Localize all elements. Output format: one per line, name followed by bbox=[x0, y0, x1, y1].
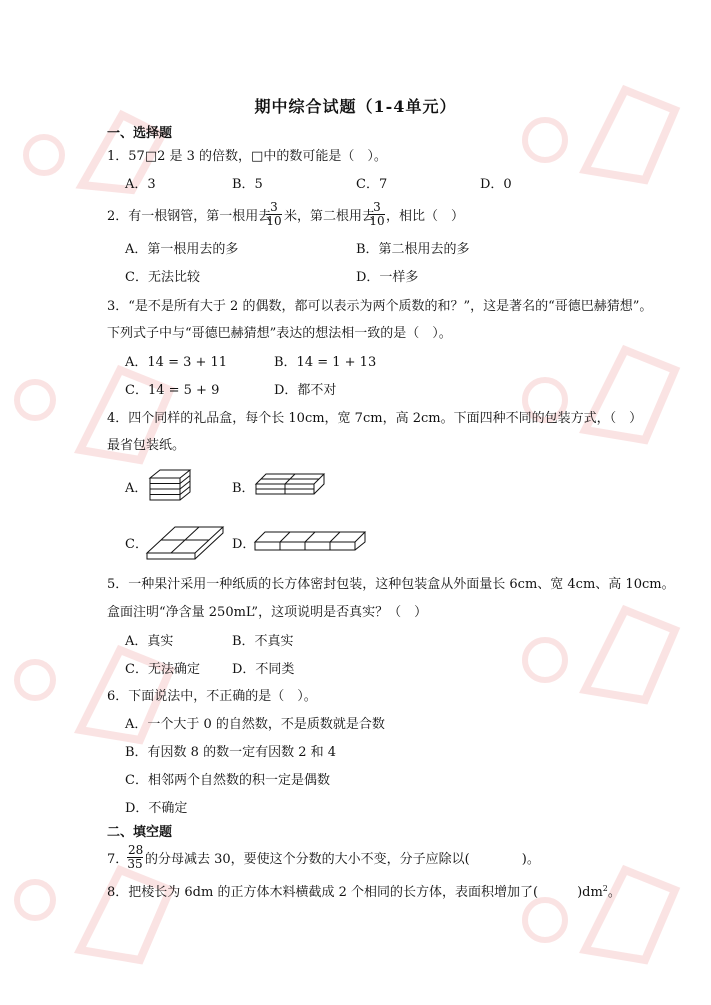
question-2-part-a: 2．有一根钢管，第一根用去 bbox=[107, 209, 272, 224]
option-d: D．一样多 bbox=[356, 270, 419, 285]
question-2-part-b: 米，第二根用去 bbox=[284, 209, 376, 224]
fraction bbox=[266, 201, 282, 228]
question-4-line-2: 最省包装纸。 bbox=[107, 438, 186, 453]
numerator: 3 bbox=[369, 201, 385, 215]
option-b: B．不真实 bbox=[232, 634, 294, 649]
denominator: 10 bbox=[266, 214, 282, 228]
option-a: A．一个大于 0 的自然数，不是质数就是合数 bbox=[125, 717, 385, 732]
option-c: C． bbox=[125, 537, 148, 552]
option-c: C．相邻两个自然数的积一定是偶数 bbox=[125, 773, 330, 788]
page-title: 期中综合试题（1-4单元） bbox=[254, 97, 457, 116]
row-of-four-boxes-figure bbox=[253, 528, 367, 554]
option-a: A．3 bbox=[125, 177, 156, 192]
question-8 bbox=[107, 885, 621, 902]
option-d: D． bbox=[232, 537, 256, 552]
option-d: D．不确定 bbox=[125, 801, 188, 816]
option-c: C．无法比较 bbox=[125, 270, 200, 285]
flat-two-by-two-boxes-figure bbox=[145, 523, 225, 561]
option-d: D．不同类 bbox=[232, 662, 295, 677]
question-1: 1．57□2 是 3 的倍数，□中的数可能是（ ）。 bbox=[107, 149, 387, 164]
question-3-line-2: 下列式子中与“哥德巴赫猜想”表达的想法相一致的是（ ）。 bbox=[107, 326, 452, 341]
option-c: C．14 = 5 + 9 bbox=[125, 383, 220, 398]
option-d: D．都不对 bbox=[274, 383, 337, 398]
option-a: A．第一根用去的多 bbox=[125, 242, 239, 257]
option-b: B． bbox=[232, 481, 255, 496]
option-b: B．5 bbox=[232, 177, 263, 192]
fraction bbox=[127, 844, 143, 871]
question-5-line-1: 5．一种果汁采用一种纸质的长方体密封包装，这种包装盒从外面量长 6cm、宽 4cm、高 10cm。 bbox=[107, 577, 675, 592]
denominator: 10 bbox=[369, 214, 385, 228]
question-2-part-c: ，相比（ ） bbox=[386, 209, 465, 224]
option-c: C．7 bbox=[356, 177, 388, 192]
option-b: B．14 = 1 + 13 bbox=[274, 355, 377, 370]
option-b: B．第二根用去的多 bbox=[356, 242, 470, 257]
option-a: A．14 = 3 + 11 bbox=[125, 355, 228, 370]
watermark-logo bbox=[505, 580, 705, 710]
question-3-line-1: 3．“是不是所有大于 2 的偶数，都可以表示为两个质数的和？”，这是著名的“哥德巴赫猜想”。 bbox=[107, 299, 653, 314]
option-c: C．无法确定 bbox=[125, 662, 200, 677]
question-8-text: 8．把棱长为 6dm 的正方体木料横截成 2 个相同的长方体，表面积增加了( )dm bbox=[107, 885, 603, 900]
watermark-logo bbox=[505, 60, 705, 190]
question-6: 6．下面说法中，不正确的是（ ）。 bbox=[107, 689, 317, 704]
section-heading: 二、填空题 bbox=[107, 825, 173, 840]
watermark-logo bbox=[505, 320, 705, 450]
question-4-line-1: 4．四个同样的礼品盒，每个长 10cm，宽 7cm，高 2cm。下面四种不同的包装方式，（ ） bbox=[107, 411, 643, 426]
fraction bbox=[369, 201, 385, 228]
section-heading: 一、选择题 bbox=[107, 126, 173, 141]
two-by-two-boxes-figure bbox=[254, 470, 326, 496]
question-5-line-2: 盒面注明“净含量 250mL”，这项说明是否真实？（ ） bbox=[107, 605, 428, 620]
question-7: 的分母减去 30，要使这个分数的大小不变，分子应除以( )。 bbox=[145, 852, 540, 867]
denominator: 35 bbox=[127, 857, 143, 871]
superscript: 2 bbox=[602, 884, 608, 893]
option-a: A． bbox=[125, 481, 148, 496]
option-a: A．真实 bbox=[125, 634, 174, 649]
question-8-tail: 。 bbox=[607, 885, 621, 900]
stacked-boxes-figure bbox=[148, 466, 193, 502]
option-d: D．0 bbox=[480, 177, 512, 192]
question-7-number: 7． bbox=[107, 852, 129, 867]
option-b: B．有因数 8 的数一定有因数 2 和 4 bbox=[125, 745, 337, 760]
numerator: 28 bbox=[128, 843, 144, 857]
numerator: 3 bbox=[266, 201, 282, 215]
